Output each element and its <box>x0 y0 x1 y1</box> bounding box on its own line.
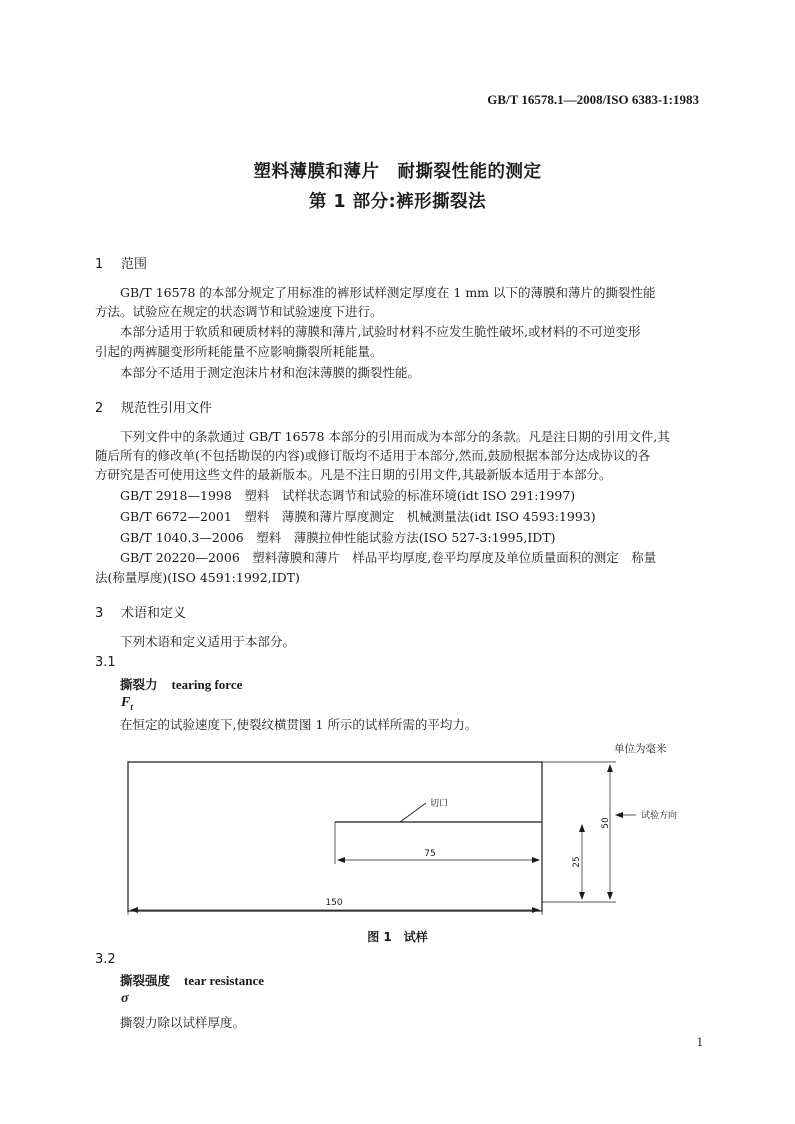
paragraph-continued: 随后所有的修改单(不包括勘误的内容)或修订版均不适用于本部分,然而,鼓励根据本部分达成协议的各 <box>95 448 651 463</box>
term-symbol: σ <box>121 991 129 1006</box>
cut-leader-line <box>400 803 426 822</box>
clause-number: 3.1 <box>95 655 116 670</box>
paragraph: 下列文件中的条款通过 GB/T 16578 本部分的引用而成为本部分的条款。凡是注日期的引用文件,其 <box>120 429 670 444</box>
section-title: 术语和定义 <box>121 606 187 621</box>
page-number: 1 <box>696 1034 703 1049</box>
section-number: 1 <box>95 257 104 272</box>
term-definition: 撕裂力除以试样厚度。 <box>120 1015 246 1030</box>
normative-reference: GB/T 2918—1998 塑料 试样状态调节和试验的标准环境(idt ISO 291:1997) <box>120 488 576 503</box>
dimension-50-label: 50 <box>601 817 611 829</box>
document-title-line1: 塑料薄膜和薄片 耐撕裂性能的测定 <box>253 162 542 182</box>
term-english: tearing force <box>171 677 243 692</box>
dimension-75-label: 75 <box>424 849 436 859</box>
term-english: tear resistance <box>184 973 265 988</box>
section-number: 2 <box>95 401 104 416</box>
dimension-25-label: 25 <box>572 856 582 868</box>
section-title: 规范性引用文件 <box>121 401 213 416</box>
paragraph: GB/T 16578 的本部分规定了用标准的裤形试样测定厚度在 1 mm 以下的薄膜和薄片的撕裂性能 <box>120 285 656 300</box>
symbol-letter: F <box>121 695 131 710</box>
paragraph: 本部分不适用于测定泡沫片材和泡沫薄膜的撕裂性能。 <box>120 365 421 380</box>
term-chinese: 撕裂强度 <box>120 973 171 988</box>
standard-code: GB/T 16578.1—2008/ISO 6383-1:1983 <box>487 92 699 107</box>
test-direction-label: 试验方向 <box>641 811 678 821</box>
normative-reference: GB/T 20220—2006 塑料薄膜和薄片 样品平均厚度,卷平均厚度及单位质量面积的测定 称量 <box>120 550 657 565</box>
clause-number: 3.2 <box>95 952 116 967</box>
section-title: 范围 <box>121 257 148 272</box>
paragraph-continued: 引起的两裤腿变形所耗能量不应影响撕裂所耗能量。 <box>95 344 383 359</box>
section-number: 3 <box>95 606 104 621</box>
paragraph-continued: 方法。试验应在规定的状态调节和试验速度下进行。 <box>95 304 383 319</box>
symbol-subscript: t <box>130 701 133 712</box>
paragraph-continued: 方研究是否可使用这些文件的最新版本。凡是不注日期的引用文件,其最新版本适用于本部分。 <box>95 467 612 482</box>
cut-label: 切口 <box>430 799 449 809</box>
paragraph: 下列术语和定义适用于本部分。 <box>120 634 296 649</box>
paragraph: 本部分适用于软质和硬质材料的薄膜和薄片,试验时材料不应发生脆性破坏,或材料的不可逆变形 <box>120 324 641 339</box>
dimension-150-label: 150 <box>325 898 343 908</box>
normative-reference: GB/T 1040.3—2006 塑料 薄膜拉伸性能试验方法(ISO 527-3:1995,IDT) <box>120 530 556 545</box>
figure-unit-note: 单位为毫米 <box>614 743 667 755</box>
term-entry <box>120 971 264 989</box>
normative-reference: GB/T 6672—2001 塑料 薄膜和薄片厚度测定 机械测量法(idt ISO 4593:1993) <box>120 509 596 524</box>
term-chinese: 撕裂力 <box>120 677 158 692</box>
term-definition: 在恒定的试验速度下,使裂纹横贯图 1 所示的试样所需的平均力。 <box>120 717 478 732</box>
document-title-line2: 第 1 部分:裤形撕裂法 <box>308 192 487 212</box>
figure-caption: 图 1 试样 <box>367 930 428 944</box>
normative-reference-continued: 法(称量厚度)(ISO 4591:1992,IDT) <box>95 570 300 585</box>
